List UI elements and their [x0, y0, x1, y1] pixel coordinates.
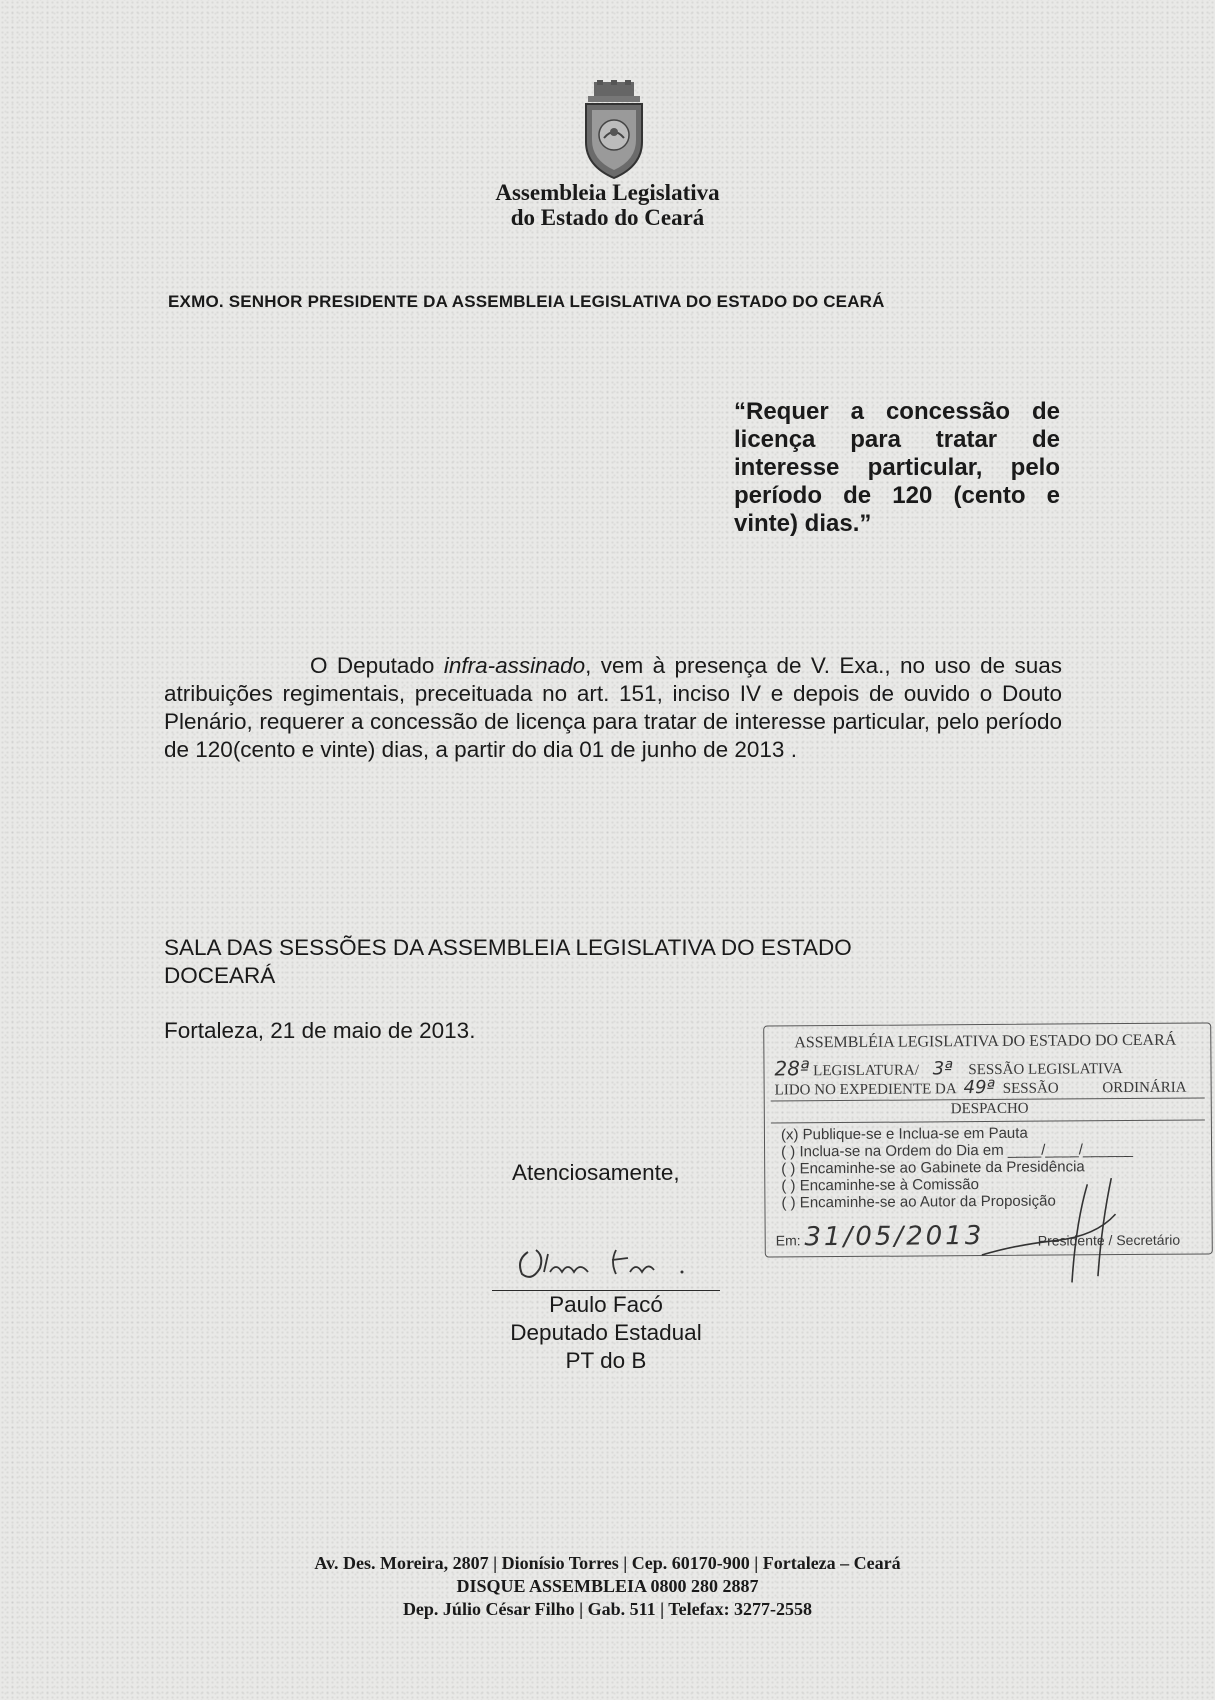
stamp-lido-label: LIDO NO EXPEDIENTE DA — [774, 1081, 956, 1099]
stamp-lido-hand: 49ª — [963, 1076, 996, 1099]
signer-name: Paulo Facó — [549, 1292, 663, 1317]
stamp-option-text: Inclua-se na Ordem do Dia em ____/____/______ — [799, 1140, 1134, 1161]
signer-title: Deputado Estadual — [510, 1320, 702, 1345]
body-part2: , vem à presença de V. Exa., no uso de suas atribuições regimentais, preceituada no art. 151, inciso IV e depois de ouvido o Douto Plenário, requerer a concessão de licença para tratar de interesse particular, pelo período de 120(cento e vinte) dias, a partir do dia 01 de junho de 2013 . — [164, 653, 1062, 762]
institution-name-line1: Assembleia Legislativa — [495, 180, 720, 205]
stamp-option-text: Encaminhe-se ao Gabinete da Presidência — [799, 1158, 1085, 1178]
stamp-option-mark: ( ) — [781, 1194, 796, 1212]
date-line: Fortaleza, 21 de maio de 2013. — [164, 1018, 476, 1043]
stamp-em-date: 31/05/2013 — [804, 1221, 985, 1253]
stamp-rubric — [975, 1174, 1136, 1287]
handwritten-signature — [492, 1232, 720, 1288]
stamp-despacho: DESPACHO — [950, 1100, 1029, 1118]
session-room-line2: DOCEARÁ — [164, 963, 276, 988]
body-italic-term: infra-assinado — [443, 653, 586, 678]
body-part1: O Deputado — [310, 653, 444, 678]
stamp-sessao-ordinaria-label: SESSÃO — [1002, 1080, 1059, 1097]
footer-line2: DISQUE ASSEMBLEIA 0800 280 2887 — [456, 1576, 759, 1596]
closing: Atenciosamente, — [512, 1160, 680, 1185]
stamp-lido-row — [775, 1076, 1187, 1100]
stamp-option-mark: ( ) — [781, 1143, 796, 1161]
footer-address — [0, 1552, 1215, 1621]
session-room-line1: SALA DAS SESSÕES DA ASSEMBLEIA LEGISLATIVA DO ESTADO — [164, 935, 852, 960]
coat-of-arms-icon — [578, 80, 650, 180]
stamp-legislatura-hand: 28ª — [774, 1056, 810, 1081]
stamp-divider-2 — [771, 1119, 1205, 1123]
stamp-sessao-hand: 3ª — [932, 1058, 953, 1080]
addressee-heading: EXMO. SENHOR PRESIDENTE DA ASSEMBLEIA LEGISLATIVA DO ESTADO DO CEARÁ — [168, 292, 885, 311]
footer-line1: Av. Des. Moreira, 2807 | Dionísio Torres | Cep. 60170-900 | Fortaleza – Ceará — [314, 1553, 901, 1573]
stamp-ordinaria-label: ORDINÁRIA — [1102, 1079, 1187, 1097]
stamp-option-mark: ( ) — [781, 1160, 796, 1178]
stamp-option-mark: (x) — [780, 1126, 799, 1144]
stamp-signer-label: Presidente / Secretário — [1037, 1231, 1181, 1249]
signature-scribble — [492, 1232, 720, 1288]
reading-stamp — [763, 1022, 1213, 1257]
stamp-em-label: Em: — [775, 1232, 801, 1249]
stamp-option-text: Encaminhe-se à Comissão — [799, 1176, 979, 1195]
stamp-em-row — [776, 1221, 985, 1252]
body-paragraph — [164, 652, 1062, 764]
session-room-line — [164, 934, 984, 990]
footer-line3: Dep. Júlio César Filho | Gab. 511 | Telefax: 3277-2558 — [402, 1599, 813, 1619]
ementa: “Requer a concessão de licença para tratar de interesse particular, pelo período de 120 (cento e vinte) dias.” — [734, 398, 1060, 537]
signer-party: PT do B — [565, 1348, 647, 1373]
stamp-option-text: Publique-se e Inclua-se em Pauta — [802, 1124, 1028, 1144]
stamp-sessao-label: SESSÃO LEGISLATIVA — [968, 1061, 1123, 1079]
stamp-option-text: Encaminhe-se ao Autor da Proposição — [799, 1192, 1056, 1212]
stamp-option-mark: ( ) — [781, 1177, 796, 1195]
institution-name-line2: do Estado do Ceará — [510, 205, 705, 230]
stamp-legislatura-label: LEGISLATURA/ — [813, 1062, 920, 1080]
signature-block — [492, 1232, 720, 1375]
stamp-institution: ASSEMBLÉIA LEGISLATIVA DO ESTADO DO CEARÁ — [794, 1031, 1177, 1052]
